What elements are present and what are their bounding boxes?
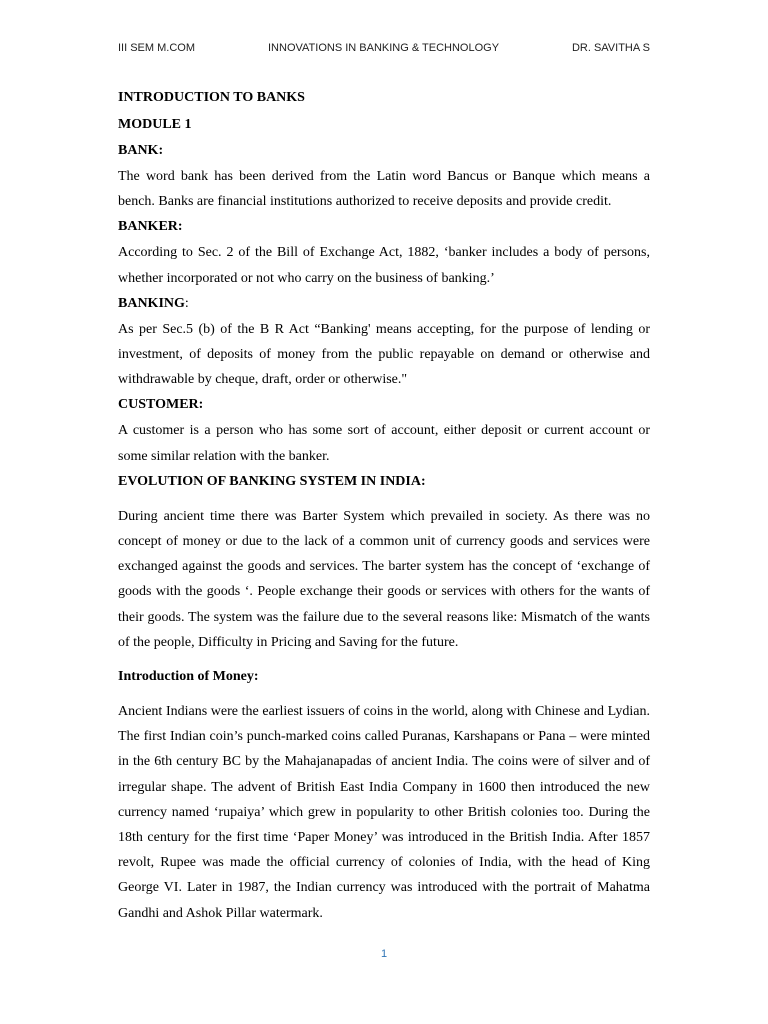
banking-heading-label: BANKING <box>118 295 185 311</box>
money-text: Ancient Indians were the earliest issuers of coins in the world, along with Chinese and Lydian. The first Indian coin’s punch-marked coins called Puranas, Karshapans or Pana – were minted in the 6th century BC by the Mahajanapadas of ancient India. The coins were of silver and of irregular shape. The advent of British East India Company in 1600 then introduced the new currency named ‘rupaiya’ which grew in popularity to other British colonies too. During the 18th century for the first time ‘Paper Money’ was introduced in the British India. After 1857 revolt, Rupee was made the official currency of colonies of India, with the head of King George VI. Later in 1987, the Indian currency was introduced with the portrait of Mahatma Gandhi and Ashok Pillar watermark. <box>118 704 650 921</box>
document-title: INTRODUCTION TO BANKS <box>118 90 305 105</box>
bank-text: The word bank has been derived from the Latin word Bancus or Banque which means a bench. Banks are financial institutions authorized to receive deposits and provide credit. <box>118 169 650 210</box>
header-author: DR. SAVITHA S <box>571 42 650 54</box>
header-subject: INNOVATIONS IN BANKING & TECHNOLOGY <box>268 42 500 54</box>
banking-heading-colon: : <box>184 295 189 311</box>
evolution-text: During ancient time there was Barter System which prevailed in society. As there was no concept of money or due to the lack of a common unit of currency goods and services were exchanged against the goods and services. The barter system has the concept of ‘exchange of goods with the goods ‘. People exchange their goods or services with others for the wants of their goods. The system was the failure due to the several reasons like: Mismatch of the wants of the people, Difficulty in Pricing and Saving for the future. <box>118 508 650 650</box>
money-heading: Introduction of Money: <box>118 669 259 685</box>
banker-text: According to Sec. 2 of the Bill of Exchange Act, 1882, ‘banker includes a body of persons, whether incorporated or not who carry on the business of banking.’ <box>118 245 650 286</box>
page-number: 1 <box>380 948 388 960</box>
bank-heading: BANK: <box>118 143 164 158</box>
customer-text: A customer is a person who has some sort of account, either deposit or current account or some similar relation with the banker. <box>118 423 650 464</box>
banker-heading: BANKER: <box>118 219 183 235</box>
document-body <box>118 84 650 926</box>
page-header <box>118 42 650 60</box>
banking-text: As per Sec.5 (b) of the B R Act “Banking' means accepting, for the purpose of lending or investment, of deposits of money from the public repayable on demand or otherwise and withdrawable by cheque, draft, order or otherwise." <box>118 321 650 388</box>
banking-heading <box>118 291 650 317</box>
customer-heading: CUSTOMER: <box>118 397 204 413</box>
module-title: MODULE 1 <box>118 117 192 132</box>
header-course: III SEM M.COM <box>118 42 195 54</box>
evolution-heading: EVOLUTION OF BANKING SYSTEM IN INDIA: <box>118 473 426 489</box>
